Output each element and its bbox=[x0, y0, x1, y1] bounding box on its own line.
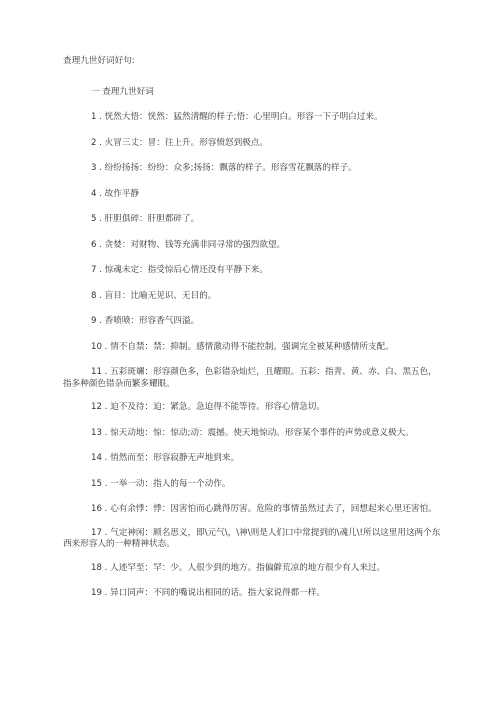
list-item: 18 . 人迹罕至：罕：少。人很少到的地方。指偏僻荒凉的地方很少有人来过。 bbox=[91, 562, 386, 573]
list-item: 16 . 心有余悸：悸：因害怕而心跳得厉害。危险的事情虽然过去了，回想起来心里还害怕。 bbox=[91, 504, 437, 514]
list-item: 1 . 恍然大悟：恍然：猛然清醒的样子;悟：心里明白。形容一下子明白过来。 bbox=[91, 112, 383, 122]
section-heading: 一 查理九世好词 bbox=[91, 87, 154, 97]
list-item: 19 . 异口同声：不同的嘴说出相同的话。指大家说得都一样。 bbox=[91, 588, 325, 598]
list-item: 12 . 迫不及待：迫：紧急。急迫得不能等待。形容心情急切。 bbox=[91, 402, 325, 412]
list-item: 2 . 火冒三丈：冒：往上升。形容愤怒到极点。 bbox=[91, 137, 268, 148]
list-item: 5 . 肝胆俱碎：肝胆都碎了。 bbox=[91, 214, 200, 224]
list-item: 10 . 情不自禁：禁：抑制。感情激动得不能控制。强调完全被某种感情所支配。 bbox=[91, 341, 394, 352]
document-title: 查理九世好词好句: bbox=[63, 56, 135, 66]
list-item: 7 . 惊魂未定：指受惊后心情还没有平静下来。 bbox=[91, 265, 268, 275]
list-item: 6 . 贪婪：对财物、钱等充满非同寻常的强烈欲望。 bbox=[91, 239, 286, 250]
list-item: 4 . 故作平静 bbox=[91, 188, 140, 199]
list-item: 14 . 悄然而至：形容寂静无声地到来。 bbox=[91, 453, 240, 463]
list-item: 3 . 纷纷扬扬：纷纷：众多;扬扬：飘落的样子。形容雪花飘落的样子。 bbox=[91, 163, 357, 173]
list-item: 13 . 惊天动地：惊：惊动;动：震撼。使天地惊动。形容某个事件的声势或意义极大。 bbox=[91, 427, 414, 438]
list-item: 9 . 香喷喷：形容香气四溢。 bbox=[91, 316, 200, 326]
list-item: 17 . 气定神闲：顾名思义，即\元气\，\神\则是人们口中常提到的\魂儿\!所以这里用这两个东西来形容人的一种精神状态。 bbox=[63, 527, 441, 549]
list-item: 15 . 一举一动：指人的每一个动作。 bbox=[91, 478, 231, 489]
word-list bbox=[63, 112, 441, 614]
list-item: 11 . 五彩斑斓：形容颜色多，色彩错杂灿烂，且耀眼。五彩：指青、黄、赤、白、黑五色，指多种颜色错杂而繁多耀眼。 bbox=[63, 367, 437, 389]
list-item: 8 . 盲目：比喻无见识、无目的。 bbox=[91, 290, 217, 301]
